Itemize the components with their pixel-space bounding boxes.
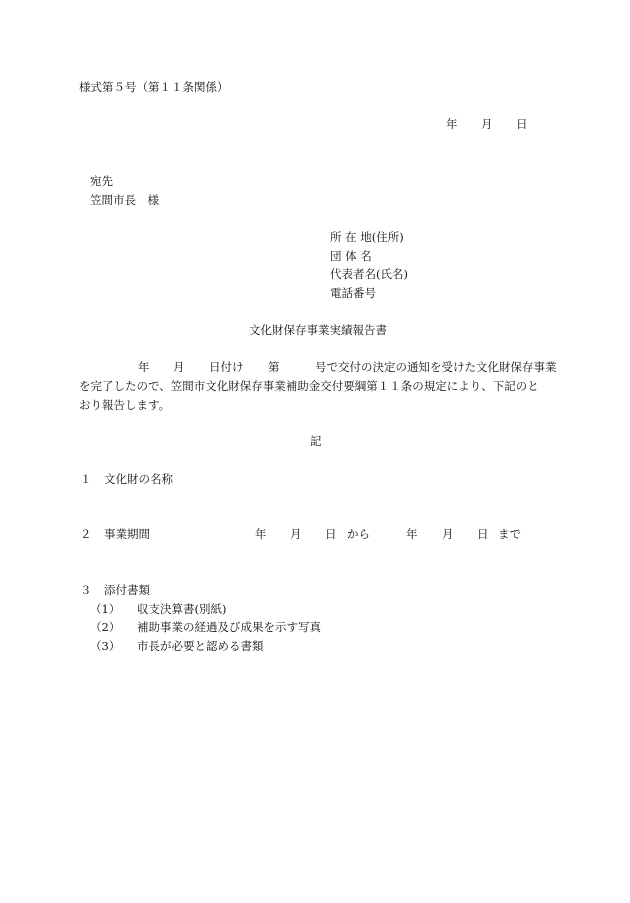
section-1-number: １ — [80, 472, 92, 486]
body-year: 年 — [138, 360, 150, 374]
attachment-item-number: （2） — [90, 620, 121, 634]
date-day: 日 — [516, 117, 528, 131]
ki-heading: 記 — [310, 434, 322, 448]
body-line1-rest: 号で交付の決定の通知を受けた文化財保存事業 — [315, 360, 557, 374]
addressee-label: 宛先 — [90, 174, 113, 188]
section-2-number: ２ — [80, 527, 92, 541]
section-3-number: ３ — [80, 583, 92, 597]
attachment-item-text: 収支決算書(別紙) — [137, 602, 227, 616]
section-3-label: 添付書類 — [104, 583, 150, 597]
field-representative: 代表者名(氏名) — [330, 267, 408, 281]
form-number: 様式第５号（第１１条関係） — [79, 80, 229, 94]
period-from: から — [347, 527, 370, 541]
period-end-year: 年 — [406, 527, 418, 541]
period-until: まで — [498, 527, 521, 541]
period-start-month: 月 — [290, 527, 302, 541]
attachment-item-text: 補助事業の経過及び成果を示す写真 — [137, 620, 321, 634]
body-line2: を完了したので、笠間市文化財保存事業補助金交付要綱第１１条の規定により、下記のと — [79, 379, 539, 393]
date-month: 月 — [481, 117, 493, 131]
attachment-item-number: （1） — [90, 602, 121, 616]
addressee-name: 笠間市長 様 — [90, 193, 159, 207]
body-number-prefix: 第 — [268, 360, 280, 374]
period-end-day: 日 — [477, 527, 489, 541]
field-organization: 団 体 名 — [330, 249, 372, 263]
section-1-label: 文化財の名称 — [104, 472, 173, 486]
section-2-label: 事業期間 — [104, 527, 150, 541]
field-phone: 電話番号 — [330, 286, 376, 300]
body-line3: おり報告します。 — [79, 398, 171, 412]
field-address: 所 在 地(住所) — [330, 230, 404, 244]
body-month: 月 — [173, 360, 185, 374]
body-dated: 日付け — [209, 360, 244, 374]
date-year: 年 — [446, 117, 458, 131]
period-start-year: 年 — [255, 527, 267, 541]
attachment-item-number: （3） — [90, 639, 121, 653]
document-title: 文化財保存事業実績報告書 — [249, 323, 387, 337]
attachment-item-text: 市長が必要と認める書類 — [137, 639, 264, 653]
period-start-day: 日 — [325, 527, 337, 541]
period-end-month: 月 — [442, 527, 454, 541]
